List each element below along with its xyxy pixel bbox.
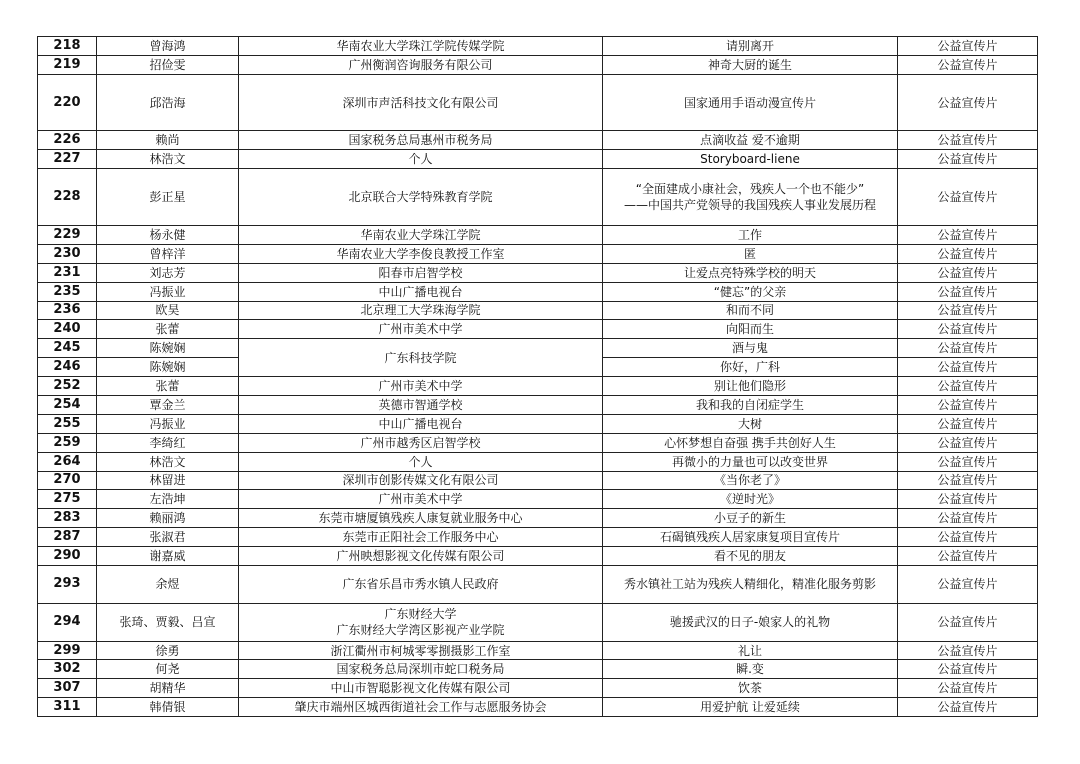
entry-organization: 国家税务总局惠州市税务局 (239, 131, 603, 150)
table-row (38, 55, 1038, 74)
entry-organization: 肇庆市端州区城西街道社会工作与志愿服务协会 (239, 698, 603, 717)
entry-category: 公益宣传片 (898, 698, 1038, 717)
entry-author: 冯振业 (97, 414, 239, 433)
entry-title: 《当你老了》 (603, 471, 898, 490)
entry-organization: 中山广播电视台 (239, 414, 603, 433)
entry-number: 231 (38, 263, 97, 282)
table-row (38, 150, 1038, 169)
table-row (38, 131, 1038, 150)
entry-number: 264 (38, 452, 97, 471)
entry-category: 公益宣传片 (898, 660, 1038, 679)
entry-author: 曾海鸿 (97, 37, 239, 56)
entry-title: 酒与鬼 (603, 339, 898, 358)
entry-author: 陈婉娴 (97, 339, 239, 358)
entry-organization: 广东科技学院 (239, 339, 603, 377)
entry-category: 公益宣传片 (898, 452, 1038, 471)
entry-organization: 广东省乐昌市秀水镇人民政府 (239, 565, 603, 603)
entry-organization: 广州市美术中学 (239, 320, 603, 339)
entry-title (603, 169, 898, 226)
entry-category: 公益宣传片 (898, 565, 1038, 603)
entry-organization: 国家税务总局深圳市蛇口税务局 (239, 660, 603, 679)
entry-title: 别让他们隐形 (603, 377, 898, 396)
entry-number: 254 (38, 395, 97, 414)
entry-title: 饮茶 (603, 679, 898, 698)
entry-author: 邱浩海 (97, 74, 239, 131)
entry-author: 胡精华 (97, 679, 239, 698)
table-row (38, 37, 1038, 56)
entry-author: 招俭雯 (97, 55, 239, 74)
entry-author: 余煜 (97, 565, 239, 603)
entry-number: 230 (38, 244, 97, 263)
entry-number: 287 (38, 528, 97, 547)
entry-category: 公益宣传片 (898, 433, 1038, 452)
entry-title: 大树 (603, 414, 898, 433)
entry-title: 国家通用手语动漫宣传片 (603, 74, 898, 131)
table-row (38, 414, 1038, 433)
entry-author: 杨永健 (97, 225, 239, 244)
entry-organization: 华南农业大学珠江学院传媒学院 (239, 37, 603, 56)
table-row (38, 547, 1038, 566)
entry-title: 匿 (603, 244, 898, 263)
entry-author: 韩倩银 (97, 698, 239, 717)
table-row (38, 244, 1038, 263)
entry-organization: 中山市智聪影视文化传媒有限公司 (239, 679, 603, 698)
entry-organization: 深圳市创影传媒文化有限公司 (239, 471, 603, 490)
entry-title: 工作 (603, 225, 898, 244)
table-row (38, 660, 1038, 679)
entry-number: 235 (38, 282, 97, 301)
entry-author: 李绮红 (97, 433, 239, 452)
entry-title: 再微小的力量也可以改变世界 (603, 452, 898, 471)
entry-organization: 浙江衢州市柯城零零捌摄影工作室 (239, 641, 603, 660)
entry-author: 徐勇 (97, 641, 239, 660)
entry-title: 礼让 (603, 641, 898, 660)
entry-organization-line: 广东财经大学湾区影视产业学院 (336, 623, 505, 638)
entry-title: 和而不同 (603, 301, 898, 320)
entry-title: 让爱点亮特殊学校的明天 (603, 263, 898, 282)
table-row (38, 169, 1038, 226)
entry-title-line: ——中国共产党领导的我国残疾人事业发展历程 (623, 198, 876, 213)
table-row (38, 301, 1038, 320)
entry-category: 公益宣传片 (898, 244, 1038, 263)
entry-author: 林留进 (97, 471, 239, 490)
table-row (38, 490, 1038, 509)
entry-number: 229 (38, 225, 97, 244)
table-row (38, 263, 1038, 282)
table-row (38, 565, 1038, 603)
entry-number: 228 (38, 169, 97, 226)
entry-title: 看不见的朋友 (603, 547, 898, 566)
entry-title: 我和我的自闭症学生 (603, 395, 898, 414)
table-row (38, 320, 1038, 339)
table-row (38, 225, 1038, 244)
entry-author: 冯振业 (97, 282, 239, 301)
entry-organization: 东莞市正阳社会工作服务中心 (239, 528, 603, 547)
entry-author: 张淑君 (97, 528, 239, 547)
entry-organization: 广州衡润咨询服务有限公司 (239, 55, 603, 74)
entry-author: 林浩文 (97, 150, 239, 169)
entry-category: 公益宣传片 (898, 547, 1038, 566)
table-row (38, 395, 1038, 414)
entry-category: 公益宣传片 (898, 225, 1038, 244)
entry-title: 石碣镇残疾人居家康复项目宣传片 (603, 528, 898, 547)
entry-number: 255 (38, 414, 97, 433)
entry-author: 张琦、贾毅、吕宣 (97, 603, 239, 641)
entry-category: 公益宣传片 (898, 490, 1038, 509)
entry-number: 246 (38, 358, 97, 377)
entry-number: 236 (38, 301, 97, 320)
entry-number: 218 (38, 37, 97, 56)
entry-title: 小豆子的新生 (603, 509, 898, 528)
entry-author: 何尧 (97, 660, 239, 679)
entry-number: 299 (38, 641, 97, 660)
entry-organization: 广州映想影视文化传媒有限公司 (239, 547, 603, 566)
entry-author: 张蕾 (97, 377, 239, 396)
entry-organization: 个人 (239, 452, 603, 471)
entry-title: 神奇大厨的诞生 (603, 55, 898, 74)
entry-category: 公益宣传片 (898, 263, 1038, 282)
entry-category: 公益宣传片 (898, 301, 1038, 320)
entry-title: “健忘”的父亲 (603, 282, 898, 301)
entry-organization: 深圳市声活科技文化有限公司 (239, 74, 603, 131)
entry-organization: 广州市越秀区启智学校 (239, 433, 603, 452)
entry-organization: 英德市智通学校 (239, 395, 603, 414)
table-row (38, 603, 1038, 641)
table-row (38, 471, 1038, 490)
entry-title: 你好，广科 (603, 358, 898, 377)
entry-author: 欧昊 (97, 301, 239, 320)
entry-author: 张蕾 (97, 320, 239, 339)
entry-number: 283 (38, 509, 97, 528)
entry-category: 公益宣传片 (898, 74, 1038, 131)
entry-author: 林浩文 (97, 452, 239, 471)
entry-number: 252 (38, 377, 97, 396)
entry-category: 公益宣传片 (898, 679, 1038, 698)
entry-organization: 华南农业大学珠江学院 (239, 225, 603, 244)
entry-author: 赖尚 (97, 131, 239, 150)
entry-title-line: “全面建成小康社会，残疾人一个也不能少” (635, 182, 865, 197)
table-row (38, 509, 1038, 528)
entry-author: 陈婉娴 (97, 358, 239, 377)
entry-organization: 北京理工大学珠海学院 (239, 301, 603, 320)
table-row (38, 74, 1038, 131)
entry-organization: 阳春市启智学校 (239, 263, 603, 282)
entry-number: 293 (38, 565, 97, 603)
entry-number: 226 (38, 131, 97, 150)
entry-organization: 华南农业大学李俊良教授工作室 (239, 244, 603, 263)
entry-author: 曾梓洋 (97, 244, 239, 263)
entry-category: 公益宣传片 (898, 339, 1038, 358)
entry-organization-line: 广东财经大学 (384, 607, 457, 622)
entry-number: 307 (38, 679, 97, 698)
entry-category: 公益宣传片 (898, 37, 1038, 56)
entry-title: 驰援武汉的日子-娘家人的礼物 (603, 603, 898, 641)
entry-category: 公益宣传片 (898, 377, 1038, 396)
entry-category: 公益宣传片 (898, 603, 1038, 641)
entry-number: 227 (38, 150, 97, 169)
entry-number: 240 (38, 320, 97, 339)
table-row (38, 698, 1038, 717)
entry-title: Storyboard-liene (603, 150, 898, 169)
entry-number: 259 (38, 433, 97, 452)
entry-category: 公益宣传片 (898, 528, 1038, 547)
entry-organization: 广州市美术中学 (239, 377, 603, 396)
entry-number: 220 (38, 74, 97, 131)
table-row (38, 528, 1038, 547)
entry-category: 公益宣传片 (898, 358, 1038, 377)
entry-title: 心怀梦想自奋强 携手共创好人生 (603, 433, 898, 452)
entry-category: 公益宣传片 (898, 414, 1038, 433)
table-row (38, 282, 1038, 301)
entry-number: 275 (38, 490, 97, 509)
entry-category: 公益宣传片 (898, 131, 1038, 150)
entry-title: 秀水镇社工站为残疾人精细化，精准化服务剪影 (603, 565, 898, 603)
table-row (38, 377, 1038, 396)
table-row (38, 452, 1038, 471)
entry-organization (239, 603, 603, 641)
entry-category: 公益宣传片 (898, 150, 1038, 169)
entry-author: 谢嘉威 (97, 547, 239, 566)
entry-category: 公益宣传片 (898, 641, 1038, 660)
entry-number: 311 (38, 698, 97, 717)
entry-title: 向阳而生 (603, 320, 898, 339)
entry-title: 用爱护航 让爱延续 (603, 698, 898, 717)
table-row (38, 679, 1038, 698)
entry-author: 左浩坤 (97, 490, 239, 509)
table-row (38, 433, 1038, 452)
entry-number: 270 (38, 471, 97, 490)
entry-author: 覃金兰 (97, 395, 239, 414)
table-row (38, 339, 1038, 358)
entry-category: 公益宣传片 (898, 55, 1038, 74)
entry-category: 公益宣传片 (898, 169, 1038, 226)
entry-author: 彭正星 (97, 169, 239, 226)
table-row (38, 641, 1038, 660)
entry-number: 294 (38, 603, 97, 641)
entry-title: 瞬.变 (603, 660, 898, 679)
entry-organization: 东莞市塘厦镇残疾人康复就业服务中心 (239, 509, 603, 528)
entry-number: 302 (38, 660, 97, 679)
entry-organization: 广州市美术中学 (239, 490, 603, 509)
entry-category: 公益宣传片 (898, 320, 1038, 339)
entry-number: 219 (38, 55, 97, 74)
entry-title: 点滴收益 爱不逾期 (603, 131, 898, 150)
entry-organization: 中山广播电视台 (239, 282, 603, 301)
entry-category: 公益宣传片 (898, 471, 1038, 490)
entry-number: 290 (38, 547, 97, 566)
entry-author: 刘志芳 (97, 263, 239, 282)
entry-title: 请别离开 (603, 37, 898, 56)
entry-organization: 北京联合大学特殊教育学院 (239, 169, 603, 226)
entry-number: 245 (38, 339, 97, 358)
entry-category: 公益宣传片 (898, 509, 1038, 528)
entry-category: 公益宣传片 (898, 282, 1038, 301)
entry-author: 赖丽鸿 (97, 509, 239, 528)
entries-table-body (38, 37, 1038, 717)
entry-organization: 个人 (239, 150, 603, 169)
entry-category: 公益宣传片 (898, 395, 1038, 414)
entries-table (37, 36, 1038, 717)
entry-title: 《逆时光》 (603, 490, 898, 509)
